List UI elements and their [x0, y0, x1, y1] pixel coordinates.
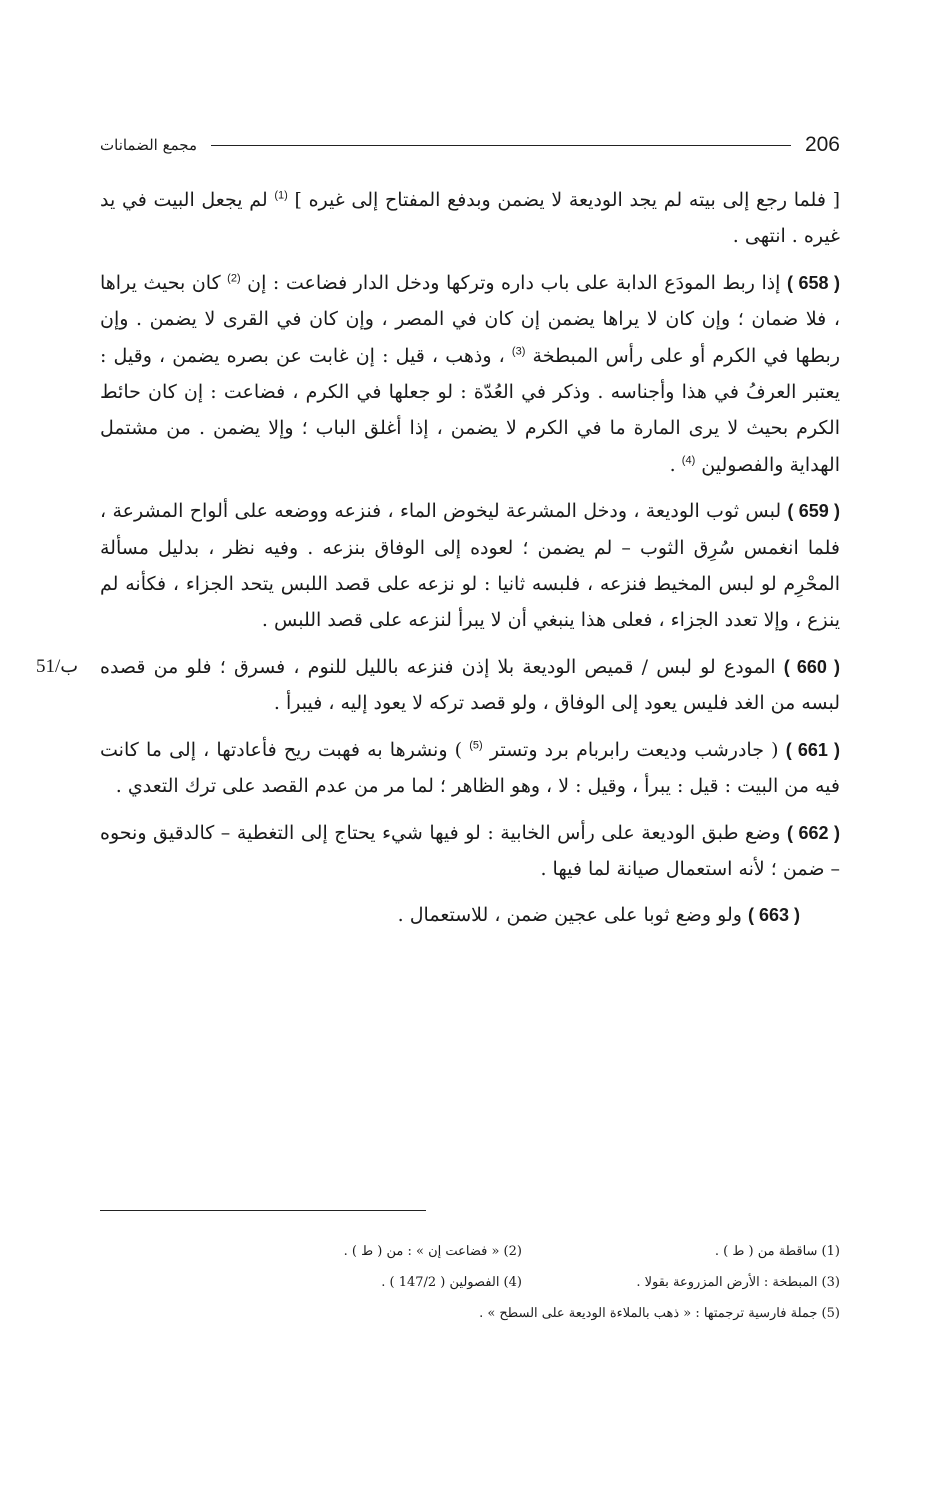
header-rule [211, 145, 791, 146]
footnote-3: (3) المبطخة : الأرض المزروعة بقولا . [636, 1275, 840, 1290]
footnote-ref: (5) [469, 739, 483, 752]
footnote-1: (1) ساقطة من ( ط ) . [714, 1244, 840, 1259]
paragraph-text: كان بحيث يراها ، فلا ضمان ؛ وإن كان لا يراها يضمن إن كان في المصر ، وإن كان في القرى لا يضمن . وإن ربطها في الكرم أو على رأس المبطخة [100, 271, 840, 367]
footnote-ref: (2) [227, 272, 241, 285]
entry-number: ( 662 ) [786, 822, 840, 843]
paragraph-text: ولو وضع ثوبا على عجين ضمن ، للاستعمال . [397, 904, 748, 927]
paragraph-text: ، وذهب ، قيل : إن غابت عن بصره يضمن ، وقيل : يعتبر العرفُ في هذا وأجناسه . وذكر في العُدّة : لو جعلها في الكرم ، فضاعت : إن كان حائط الكرم بحيث لا يرى المارة ما في الكرم لا يضمن ، إذا أغلق الباب ؛ وإلا يضمن . من مشتمل الهداية والفصولين [100, 344, 840, 476]
paragraph-text: لم يجعل البيت في يد غيره . انتهى . [100, 189, 840, 248]
paragraph-text: إذا ربط المودَع الدابة على باب داره وتركها ودخل الدار فضاعت : إن [240, 271, 787, 294]
paragraph-text: ) ونشرها به فهبت ريح فأعادتها ، إلى ما كانت فيه من البيت : قيل : يبرأ ، وقيل : لا ، وهو الظاهر ؛ لما مر من عدم القصد على ترك التعدي . [100, 738, 840, 798]
entry-number: ( 659 ) [787, 501, 840, 522]
margin-folio-note: 51/ب [36, 655, 79, 677]
paragraph-658 [100, 265, 840, 483]
footnote-2: (2) « فضاعت إن » : من ( ط ) . [343, 1244, 522, 1259]
paragraph-662 [100, 815, 840, 888]
paragraph-text: ( جادرشب وديعت رابربام برد وتستر [482, 738, 786, 761]
paragraph-663 [100, 897, 840, 933]
entry-number: ( 660 ) [783, 656, 841, 677]
paragraph-text: المودع لو لبس / قميص الوديعة بلا إذن فنزعه بالليل للنوم ، فسرق ؛ فلو من قصده لبسه من الغد فليس يعود إلى الوفاق ، ولو قصد تركه لا يعود إليه ، فيبرأ . [100, 655, 840, 715]
paragraph-text: وضع طبق الوديعة على رأس الخابية : لو فيها شيء يحتاج إلى التغطية – كالدقيق ونحوه – ضمن ؛ لأنه استعمال صيانة لما فيها . [100, 821, 840, 880]
footnote-ref: (3) [511, 345, 526, 358]
paragraph-text: لبس ثوب الوديعة ، ودخل المشرعة ليخوض الماء ، فنزعه ووضعه على ألواح المشرعة ، فلما انغمس سُرِق الثوب – لم يضمن ؛ لعوده إلى الوفاق بنزعه . وفيه نظر ، بدليل مسألة المحْرِم لو لبس المخيط فنزعه ، فلبسه ثانيا : لو نزعه على قصد اللبس يتحد الجزاء ، فكأنه لم ينزع ، وإلا تعدد الجزاء ، فعلى هذا ينبغي أن لا يبرأ لنزعه على قصد اللبس . [100, 500, 840, 632]
paragraph-text: [ فلما رجع إلى بيته لم يجد الوديعة لا يضمن وبدفع المفتاح إلى غيره ] [287, 189, 840, 211]
footnote-5: (5) جملة فارسية ترجمتها : « ذهب بالملاءة الوديعة على السطح » . [479, 1306, 840, 1321]
running-header [100, 128, 840, 162]
footnote-ref: (1) [274, 189, 288, 202]
footnote-separator [100, 1210, 426, 1211]
paragraph-660 [36, 649, 841, 722]
paragraph-661 [100, 732, 840, 805]
main-text [36, 182, 841, 944]
entry-number: ( 661 ) [785, 739, 840, 760]
footnotes [100, 1236, 840, 1329]
book-page [36, 0, 841, 1494]
page-number: 206 [804, 133, 840, 156]
paragraph-intro [100, 182, 840, 255]
paragraph-text: . [669, 453, 682, 476]
book-title: مجمع الضمانات [100, 136, 197, 154]
paragraph-659 [100, 493, 840, 639]
footnote-ref: (4) [681, 454, 696, 467]
entry-number: ( 658 ) [786, 272, 840, 293]
footnote-4: (4) الفصولين ( 147/2 ) . [381, 1275, 522, 1290]
entry-number: ( 663 ) [747, 905, 800, 926]
